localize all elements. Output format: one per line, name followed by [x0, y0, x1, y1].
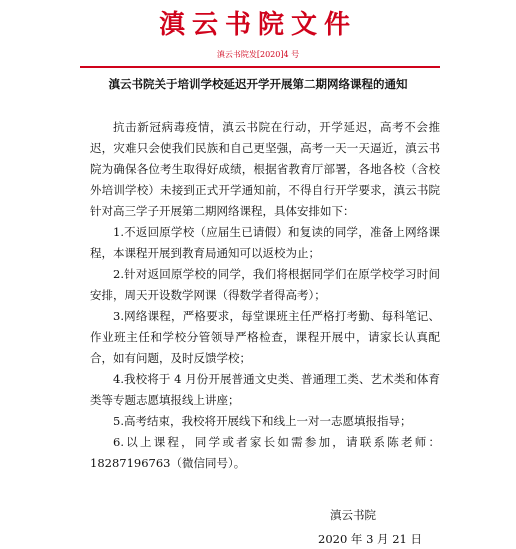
letterhead-divider	[80, 66, 440, 68]
paragraph-item-2: 2.针对返回原学校的同学，我们将根据同学们在原学校学习时间安排，周天开设数学网课（得数学者得高考）；	[90, 267, 440, 302]
document-number: 滇云书院发[2020]4 号	[216, 50, 300, 59]
signature-date: 2020 年 3 月 21 日	[318, 532, 422, 546]
letterhead-title: 滇云书院文件	[158, 10, 357, 40]
paragraph-item-3: 3.网络课程，严格要求，每堂课班主任严格打考勤、每科笔记、作业班主任和学校分管领导严格检查，课程开展中，请家长认真配合，如有问题，及时反馈学校；	[90, 309, 440, 365]
paragraph-item-4: 4.我校将于 4 月份开展普通文史类、普通理工类、艺术类和体育类等专题志愿填报线上讲座；	[90, 372, 440, 407]
paragraph-item-1: 1.不返回原学校（应届生已请假）和复读的同学，准备上网络课程，本课程开展到教育局通知可以返校为止；	[90, 225, 440, 260]
paragraph-item-5: 5.高考结束，我校将开展线下和线上一对一志愿填报指导；	[113, 414, 412, 428]
notice-body	[90, 117, 440, 474]
paragraph-item-6: 6.以上课程，同学或者家长如需参加，请联系陈老师：18287196763（微信同号）。	[90, 435, 440, 470]
notice-title: 滇云书院关于培训学校延迟开学开展第二期网络课程的通知	[108, 77, 408, 91]
paragraph-intro: 抗击新冠病毒疫情，滇云书院在行动，开学延迟，高考不会推迟，灾难只会使我们民族和自己更坚强，高考一天一天逼近，滇云书院为确保各位考生取得好成绩，根据省教育厅部署，各地各校（含校外培训学校）未接到正式开学通知前，不得自行开学要求，滇云书院针对高三学子开展第二期网络课程，具体安排如下：	[90, 120, 440, 218]
signature-org: 滇云书院	[330, 508, 376, 522]
